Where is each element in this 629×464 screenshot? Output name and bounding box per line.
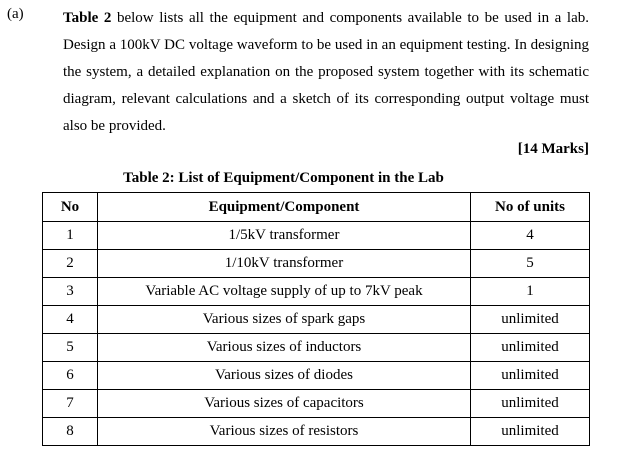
cell-units: unlimited	[471, 334, 590, 362]
cell-units: 5	[471, 250, 590, 278]
header-equipment: Equipment/Component	[98, 193, 471, 222]
cell-equipment: Various sizes of inductors	[98, 334, 471, 362]
cell-units: 1	[471, 278, 590, 306]
table-body	[43, 222, 590, 446]
cell-equipment: Various sizes of resistors	[98, 418, 471, 446]
table-row	[43, 418, 590, 446]
cell-no: 6	[43, 362, 98, 390]
cell-units: unlimited	[471, 362, 590, 390]
table-row	[43, 390, 590, 418]
table-row	[43, 306, 590, 334]
cell-equipment: Variable AC voltage supply of up to 7kV peak	[98, 278, 471, 306]
cell-units: unlimited	[471, 390, 590, 418]
cell-no: 4	[43, 306, 98, 334]
cell-equipment: 1/5kV transformer	[98, 222, 471, 250]
cell-equipment: 1/10kV transformer	[98, 250, 471, 278]
cell-units: 4	[471, 222, 590, 250]
table-title: Table 2: List of Equipment/Component in the Lab	[123, 170, 444, 186]
cell-no: 8	[43, 418, 98, 446]
header-no: No	[43, 193, 98, 222]
table-row	[43, 362, 590, 390]
equipment-table	[42, 192, 590, 446]
question-body: below lists all the equipment and components available to be used in a lab. Design a 100kV DC voltage waveform to be used in an equipment testing. In designing the system, a detailed explanation on the proposed system together with its schematic diagram, relevant calculations and a sketch of its corresponding output voltage must also be provided.	[63, 10, 589, 134]
question-label: (a)	[7, 6, 24, 22]
cell-units: unlimited	[471, 418, 590, 446]
table-header-row	[43, 193, 590, 222]
header-units: No of units	[471, 193, 590, 222]
table-row	[43, 222, 590, 250]
marks-label: [14 Marks]	[517, 141, 589, 157]
cell-equipment: Various sizes of capacitors	[98, 390, 471, 418]
question-text	[63, 5, 589, 140]
cell-equipment: Various sizes of spark gaps	[98, 306, 471, 334]
table-row	[43, 334, 590, 362]
table-row	[43, 250, 590, 278]
cell-no: 5	[43, 334, 98, 362]
question-bold-lead: Table 2	[63, 10, 112, 26]
table-row	[43, 278, 590, 306]
cell-no: 7	[43, 390, 98, 418]
cell-units: unlimited	[471, 306, 590, 334]
cell-no: 2	[43, 250, 98, 278]
cell-equipment: Various sizes of diodes	[98, 362, 471, 390]
cell-no: 1	[43, 222, 98, 250]
cell-no: 3	[43, 278, 98, 306]
